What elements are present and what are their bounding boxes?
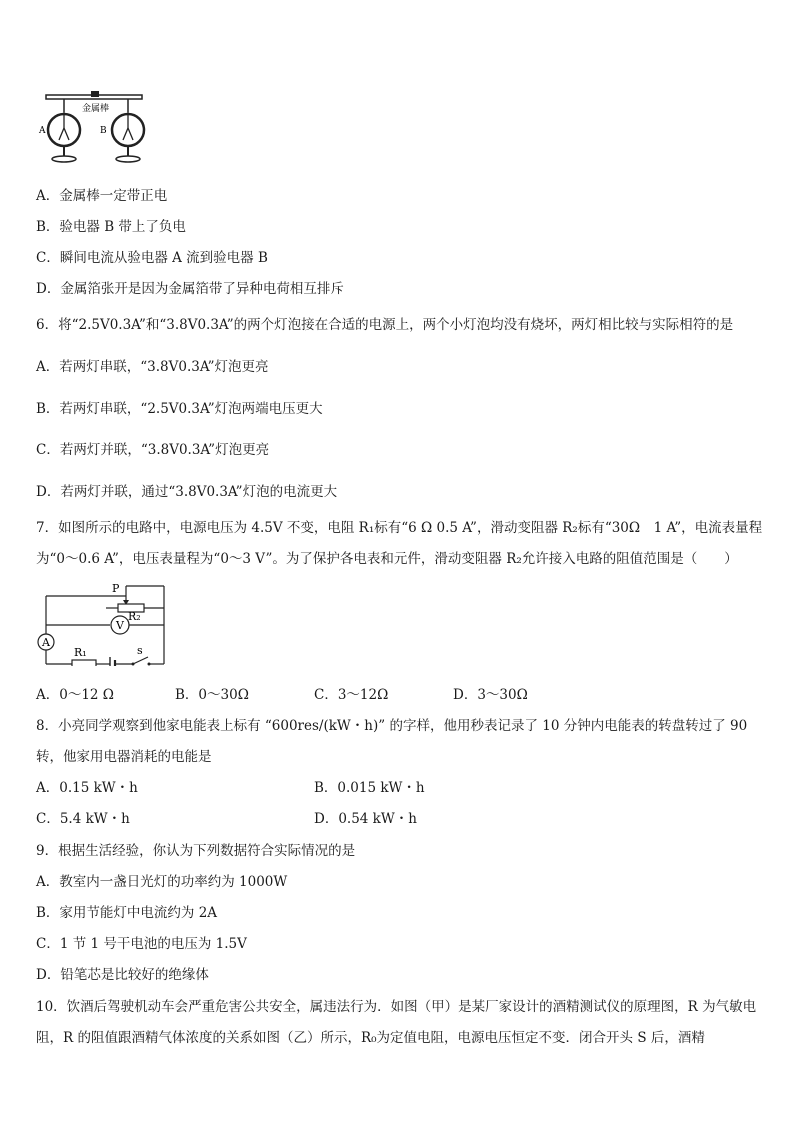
q5-option-a: A．金属棒一定带正电 [36,188,168,204]
q6-option-d: D．若两灯并联，通过“3.8V0.3A”灯泡的电流更大 [36,484,338,500]
q5-option-d: D．金属箔张开是因为金属箔带了异种电荷相互排斥 [36,281,344,297]
q9-stem: 9．根据生活经验，你认为下列数据符合实际情况的是 [36,843,356,859]
r1-label: R₁ [74,646,87,659]
q8-option-c: C．5.4 kW・h [36,811,130,827]
q9-option-c: C．1 节 1 号干电池的电压为 1.5V [36,936,247,952]
q8-option-d: D．0.54 kW・h [314,811,417,827]
q9-option-b: B．家用节能灯中电流约为 2A [36,905,218,921]
label-a: A [39,126,46,136]
q5-option-b: B．验电器 B 带上了负电 [36,219,186,235]
q8-option-b: B．0.015 kW・h [314,780,425,796]
q7-option-d: D．3～30Ω [453,687,528,703]
q7-option-b: B．0～30Ω [175,687,249,703]
q7-stem: 7．如图所示的电路中，电源电压为 4.5V 不变，电阻 R₁标有“6 Ω 0.5 A”，滑动变阻器 R₂标有“30Ω 1 A”，电流表量程为“0～0.6 A”，电压表量程为“0～3 V”。为了保护各电表和元件，滑动变阻器 R₂允许接入电路的阻值范围是（ ） [36,520,763,567]
electroscope-figure [36,90,148,166]
q8-stem: 8．小亮同学观察到他家电能表上标有 “600res/(kW・h)” 的字样，他用秒表记录了 10 分钟内电能表的转盘转过了 90 转，他家用电器消耗的电能是 [36,718,748,765]
rod-label: 金属棒 [82,104,110,114]
r2-label: R₂ [128,610,141,623]
ammeter-label: A [42,636,50,649]
q6-option-b: B．若两灯串联，“2.5V0.3A”灯泡两端电压更大 [36,401,323,417]
q8-option-a: A．0.15 kW・h [36,780,138,796]
q10-stem: 10．饮酒后驾驶机动车会严重危害公共安全，属违法行为．如图（甲）是某厂家设计的酒精测试仪的原理图，R 为气敏电阻，R 的阻值跟酒精气体浓度的关系如图（乙）所示，R₀为定值电阻，电源电压恒定不变．闭合开头 S 后，酒精 [36,999,757,1046]
q6-option-a: A．若两灯串联，“3.8V0.3A”灯泡更亮 [36,359,269,375]
q9-option-d: D．铅笔芯是比较好的绝缘体 [36,967,209,983]
q9-option-a: A．教室内一盏日光灯的功率约为 1000W [36,874,288,890]
q7-option-c: C．3～12Ω [314,687,389,703]
voltmeter-label: V [116,619,124,632]
q6-option-c: C．若两灯并联，“3.8V0.3A”灯泡更亮 [36,442,270,458]
q6-stem: 6．将“2.5V0.3A”和“3.8V0.3A”的两个灯泡接在合适的电源上，两个小灯泡均没有烧坏，两灯相比较与实际相符的是 [36,317,734,333]
circuit-diagram [36,580,170,666]
q5-option-c: C．瞬间电流从验电器 A 流到验电器 B [36,250,268,266]
switch-label: s [137,644,143,657]
q7-option-a: A．0～12 Ω [36,687,115,703]
slider-p-label: P [112,582,120,595]
label-b: B [100,126,107,136]
